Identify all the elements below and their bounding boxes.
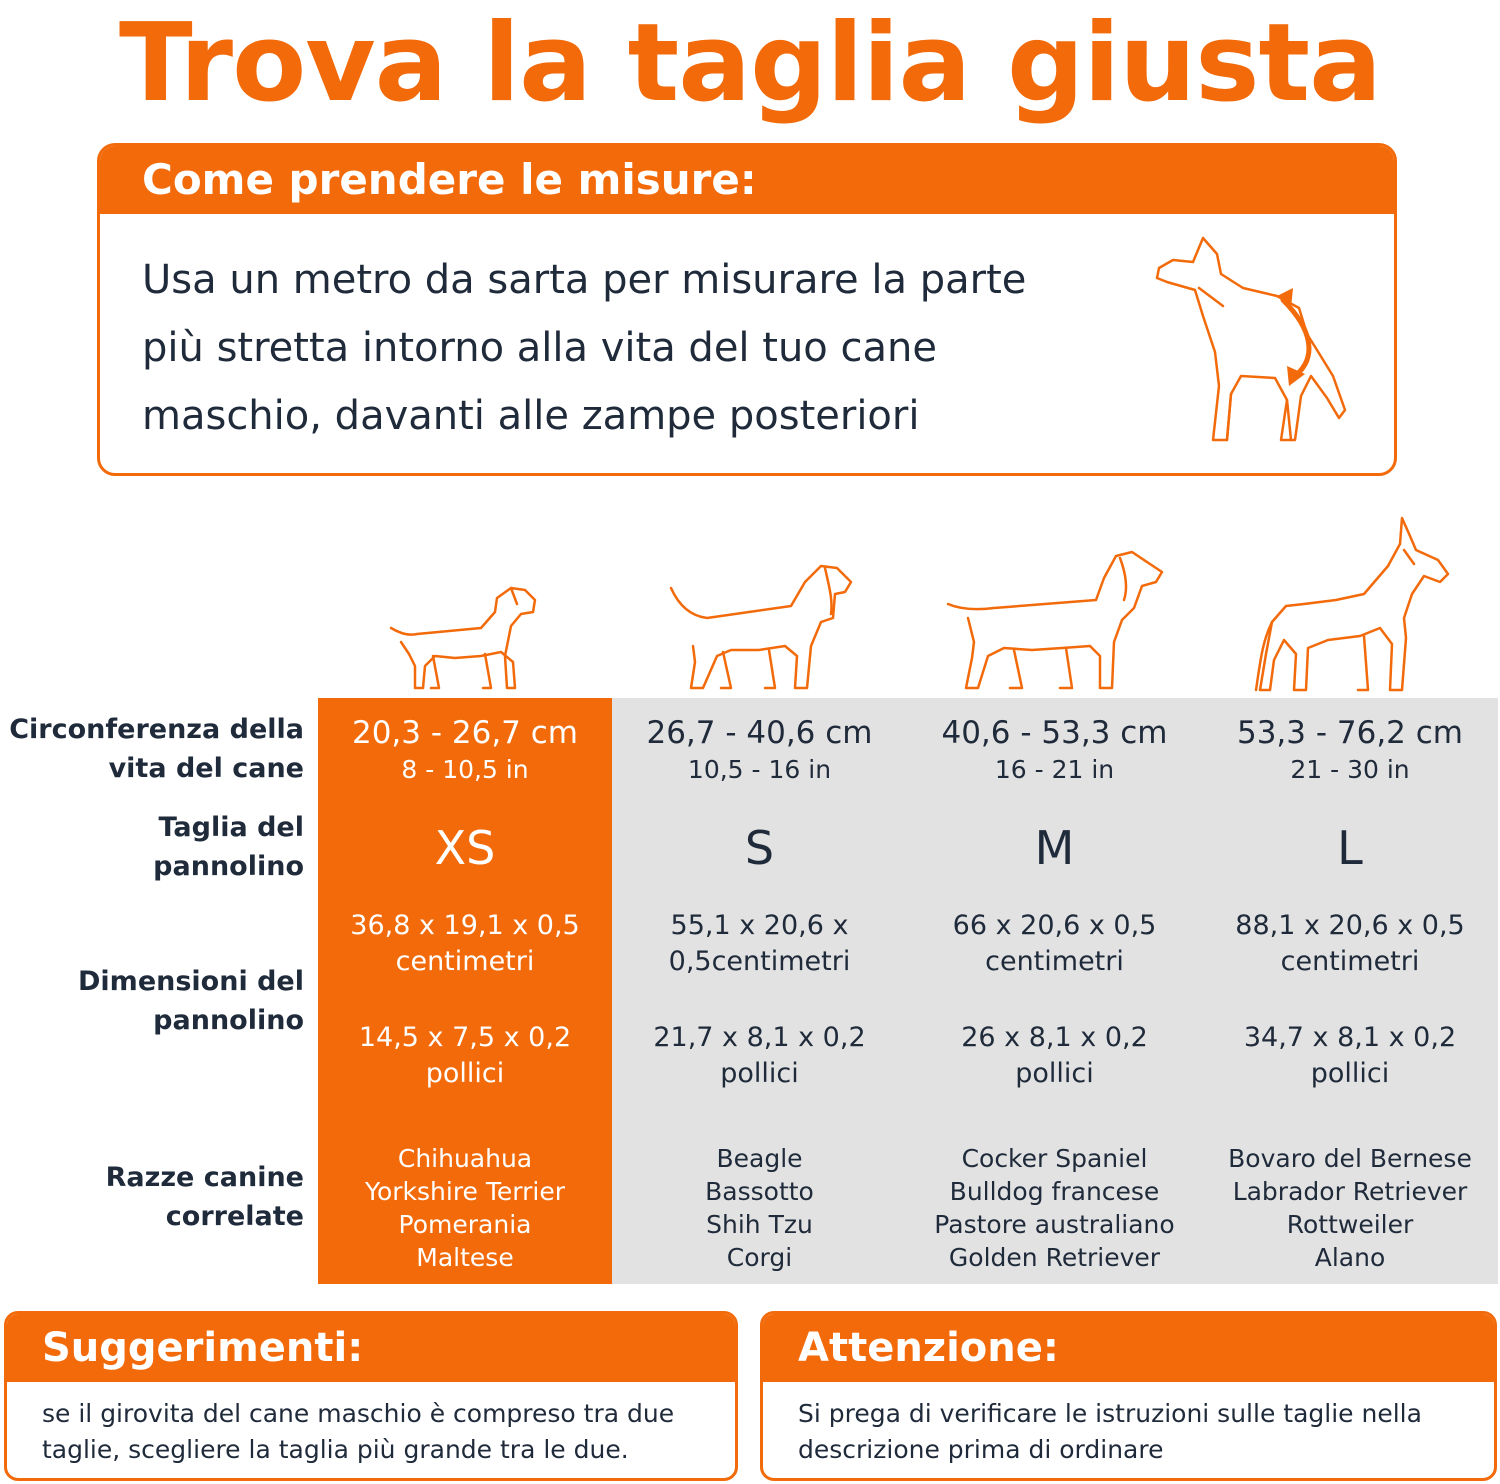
- waist-in-m: 16 - 21 in: [994, 755, 1115, 784]
- tips-text: se il girovita del cane maschio è compreso tra due taglie, scegliere la taglia più grande tra le due.: [42, 1399, 675, 1464]
- medium-dog-icon: [663, 560, 853, 694]
- measure-instructions-box: [97, 143, 1397, 476]
- dim-cm-xs: 36,8 x 19,1 x 0,5 centimetri: [350, 910, 580, 977]
- large-dog-icon: [944, 548, 1166, 694]
- row-label-waist: Circonferenza della vita del cane: [9, 714, 304, 784]
- row-label-size: Taglia del pannolino: [153, 812, 304, 882]
- dim-cm-m: 66 x 20,6 x 0,5 centimetri: [952, 910, 1157, 977]
- size-label-l: L: [1337, 821, 1363, 875]
- breeds-xs: Chihuahua Yorkshire Terrier Pomerania Maltese: [365, 1144, 565, 1272]
- row-label-breeds: Razze canine correlate: [105, 1162, 304, 1232]
- tips-heading: Suggerimenti:: [42, 1325, 364, 1371]
- dim-in-xs: 14,5 x 7,5 x 0,2 pollici: [358, 1022, 572, 1089]
- size-label-xs: XS: [434, 821, 496, 875]
- warning-box: [760, 1311, 1497, 1481]
- waist-in-s: 10,5 - 16 in: [687, 755, 832, 784]
- tips-box: [4, 1311, 738, 1481]
- dim-in-l: 34,7 x 8,1 x 0,2 pollici: [1243, 1022, 1457, 1089]
- dim-cm-l: 88,1 x 20,6 x 0,5 centimetri: [1235, 910, 1465, 977]
- waist-cm-m: 40,6 - 53,3 cm: [941, 715, 1168, 751]
- page-title: Trova la taglia giusta: [119, 1, 1381, 126]
- waist-in-xs: 8 - 10,5 in: [401, 755, 529, 784]
- measure-text: [142, 246, 1072, 450]
- giant-dog-icon: [1252, 514, 1452, 694]
- measure-line: maschio, davanti alle zampe posteriori: [142, 393, 920, 439]
- warning-heading: Attenzione:: [798, 1325, 1059, 1371]
- size-label-m: M: [1034, 821, 1075, 875]
- row-label-dimensions: Dimensioni del pannolino: [78, 966, 304, 1036]
- breeds-m: Cocker Spaniel Bulldog francese Pastore australiano Golden Retriever: [934, 1144, 1175, 1272]
- dim-cm-s: 55,1 x 20,6 x 0,5centimetri: [668, 910, 851, 977]
- waist-in-l: 21 - 30 in: [1290, 755, 1410, 784]
- dim-in-s: 21,7 x 8,1 x 0,2 pollici: [653, 1022, 866, 1089]
- measure-line: più stretta intorno alla vita del tuo cane: [142, 325, 937, 371]
- waist-cm-xs: 20,3 - 26,7 cm: [351, 715, 579, 751]
- measuring-dog-icon: [1055, 226, 1355, 466]
- dim-in-m: 26 x 8,1 x 0,2 pollici: [961, 1022, 1148, 1089]
- breeds-l: Bovaro del Bernese Labrador Retriever Rottweiler Alano: [1228, 1144, 1472, 1272]
- measure-heading: Come prendere le misure:: [142, 155, 757, 204]
- warning-text: Si prega di verificare le istruzioni sulle taglie nella descrizione prima di ordinare: [798, 1399, 1422, 1464]
- measure-line: Usa un metro da sarta per misurare la parte: [142, 257, 1027, 303]
- waist-cm-s: 26,7 - 40,6 cm: [646, 715, 873, 751]
- size-label-s: S: [744, 821, 775, 875]
- small-dog-icon: [385, 582, 545, 694]
- waist-cm-l: 53,3 - 76,2 cm: [1236, 715, 1464, 751]
- breeds-s: Beagle Bassotto Shih Tzu Corgi: [705, 1144, 814, 1272]
